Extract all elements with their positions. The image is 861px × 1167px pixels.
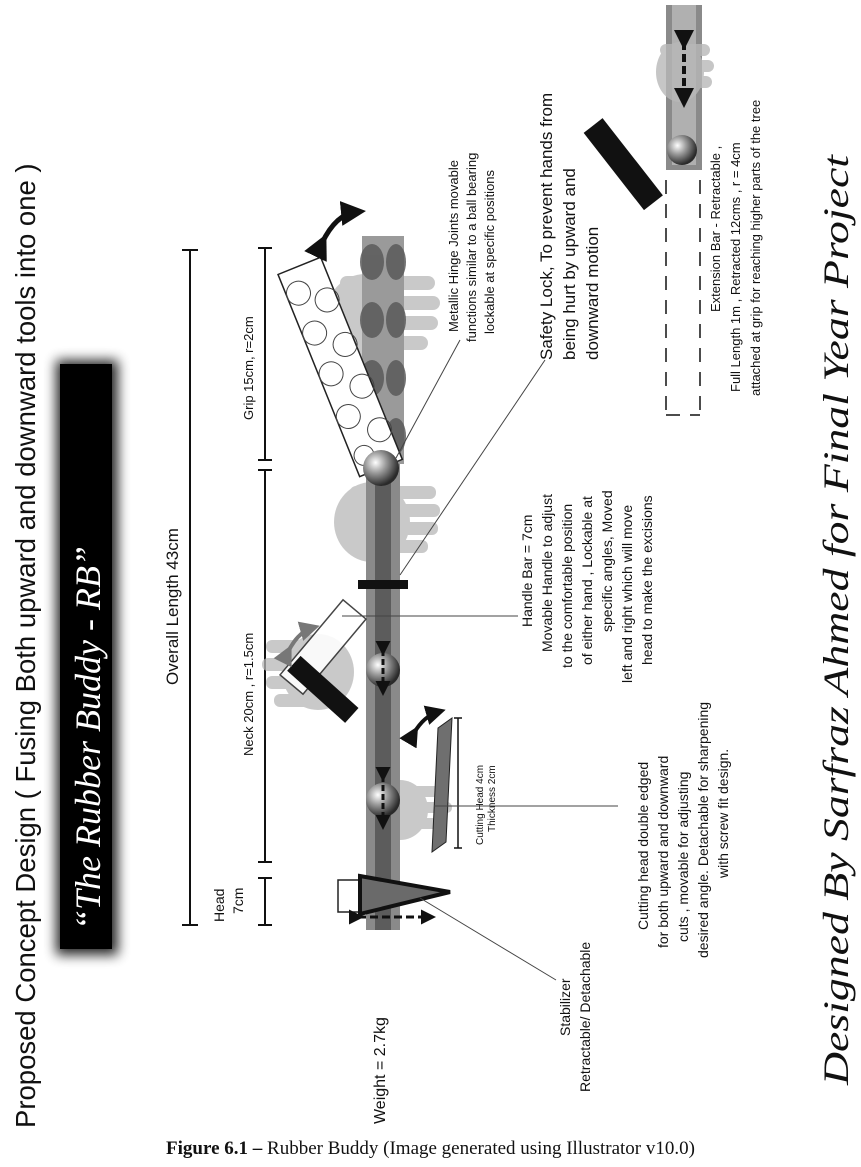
handle-bar-line4: of either hand , Lockable at (579, 496, 595, 665)
cutting-desc-line3: cuts , movable for adjusting (675, 771, 691, 942)
head-label-line2: 7cm (230, 887, 246, 914)
cutting-head-dimension (454, 718, 462, 848)
cutting-desc-line4: desired angle. Detachable for sharpening (695, 701, 711, 958)
head-label-line1: Head (211, 888, 227, 922)
handle-bar-line5: specific angles, Moved (599, 490, 615, 632)
extension-line2: Full Length 1m , Retracted 12cms , r = 4cm (728, 142, 743, 392)
hinge-rotate-arrow (322, 212, 356, 243)
overall-length-label: Overall Length 43cm (163, 528, 182, 685)
cutting-head-rotate-arrow (414, 712, 438, 733)
stabilizer-annotation (557, 942, 593, 1092)
safety-lock-line2: being hurt by upward and (560, 168, 579, 360)
designer-signature: Designed By Sarfraz Ahmed for Final Year Project (816, 353, 856, 1085)
cutting-head-dims-line1: Cutting Head 4cm (475, 764, 486, 845)
handle-bar-line1: Handle Bar = 7cm (519, 514, 535, 627)
overall-length-dimension (182, 250, 198, 925)
weight-label: Weight = 2.7kg (372, 1017, 389, 1124)
figure-caption-text: Rubber Buddy (Image generated using Illustrator v10.0) (262, 1138, 695, 1159)
cutting-head-blade (432, 718, 452, 852)
grip-dimension (258, 248, 272, 460)
handle-bar-line2: Movable Handle to adjust (539, 494, 555, 652)
hinge-annotation (446, 153, 497, 342)
stabilizer-line1: Stabilizer (557, 978, 573, 1036)
neck-core (375, 464, 391, 930)
head-dimension (258, 878, 272, 925)
cutting-head-dims-line2: Thickness 2cm (487, 765, 498, 832)
handle-bar-line3: to the comfortable position (559, 503, 575, 668)
handle-bar-line7: head to make the excisions (639, 495, 655, 665)
safety-lock-line3: downward motion (583, 226, 602, 360)
banner (56, 360, 118, 955)
handle-bar-annotation (519, 490, 655, 683)
extension-line1: Extension Bar - Retractable , (708, 145, 723, 312)
neck-label: Neck 20cm , r=1.5cm (241, 632, 256, 756)
hinge-joint-ball (363, 450, 399, 486)
figure-caption (0, 1138, 861, 1160)
hinge-line2: functions similar to a ball bearing (464, 152, 479, 342)
hinge-line1: Metallic Hinge Joints movable (446, 160, 461, 332)
extension-bar (584, 5, 714, 415)
handle-bar-line6: left and right which will move (619, 504, 635, 683)
cutting-desc-line2: for both upward and downward (655, 755, 671, 948)
stabilizer-line2: Retractable/ Detachable (577, 941, 593, 1092)
title: Proposed Concept Design ( Fusing Both upward and downward tools into one ) (10, 163, 41, 1128)
cutting-desc-line1: Cutting head double edged (635, 761, 651, 930)
banner-text: “The Rubber Buddy - RB” (68, 546, 108, 930)
cutting-desc-line5: with screw fit design. (715, 748, 731, 878)
extension-bar-annotation (708, 100, 763, 396)
figure-caption-number: Figure 6.1 – (166, 1138, 263, 1159)
safety-lock (358, 580, 408, 589)
hinge-line3: lockable at specific positions (482, 169, 497, 334)
cutting-head-annotation (635, 702, 731, 958)
extension-line3: attached at grip for reaching higher parts of the tree (748, 99, 763, 396)
grip-label: Grip 15cm, r=2cm (241, 316, 256, 420)
safety-lock-line1: Safety Lock, To prevent hands from (537, 92, 556, 360)
